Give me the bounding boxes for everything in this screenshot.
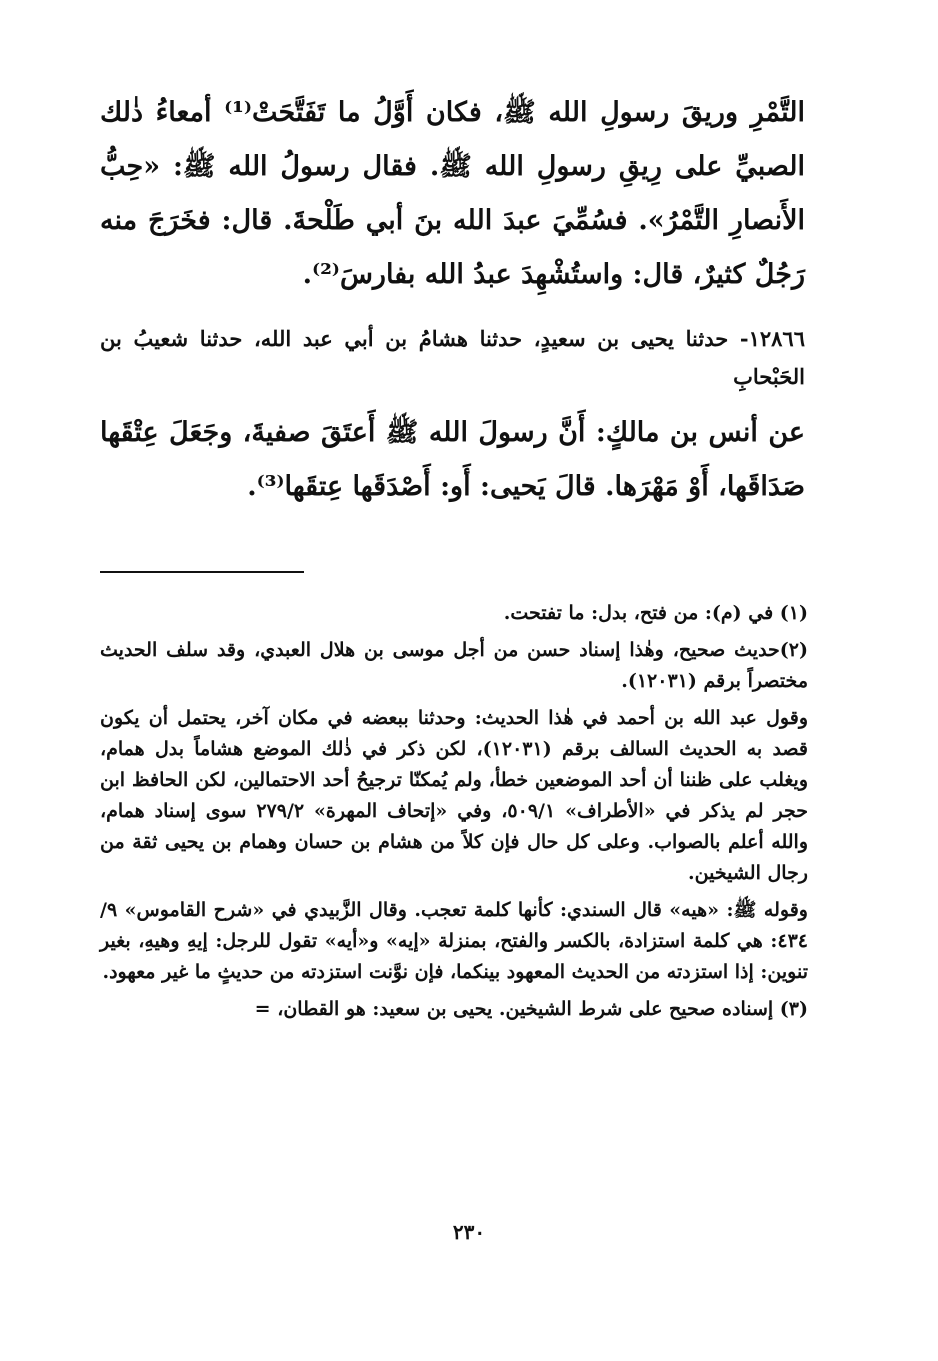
footnote-1: (١) في (م): من فتح، بدل: ما تفتحت. xyxy=(503,602,808,624)
footnote-3: (٣) إسناده صحيح على شرط الشيخين. يحيى بن سعيد: هو القطان، = xyxy=(254,998,808,1020)
main-text xyxy=(100,86,805,302)
footnote-2-cont-a: وقول عبد الله بن أحمد في هٰذا الحديث: وحدثنا ببعضه في مكان آخر، يحتمل أن يكون قصد به الحديث السالف برقم (١٢٠٣١)، لكن ذكر في ذٰلك الموضع هشاماً بدل همام، ويغلب على ظننا أن أحد الموضعين خطأ، ولم يُمكنّا ترجيحُ أحد الاحتمالين، لكن الحافظ ابن حجر لم يذكر في «الأطراف» ٥٠٩/١، وفي «إتحاف المهرة» ٢٧٩/٢ سوى إسناد همام، والله أعلم بالصواب. وعلى كل حال فإن كلاً من هشام بن حسان وهمام بن يحيى ثقة من رجال الشيخين. xyxy=(100,707,809,884)
page-number: ٢٣٠ xyxy=(452,1220,486,1244)
main-paragraph: التَّمْرِ وريقَ رسولِ الله ﷺ، فكان أَوَّلُ ما تَفَتَّحَتْ⁽¹⁾ أمعاءُ ذٰلك الصبيِّ على رِيقِ رسولِ الله ﷺ. فقال رسولُ الله ﷺ: «حِبُّ الأَنصارِ التَّمْرُ». فسُمِّيَ عبدَ الله بنَ أبي طَلْحةَ. قال: فخَرَجَ منه رَجُلٌ كثيرٌ، قال: واستُشْهِدَ عبدُ الله بفارسَ⁽²⁾. xyxy=(100,97,805,290)
footnote-2-cont-b: وقوله ﷺ: «هيه» قال السندي: كأنها كلمة تعجب. وقال الزَّبيدي في «شرح القاموس» ٩/ ٤٣٤: هي كلمة استزادة، بالكسر والفتح، بمنزلة «إيه» و«أيه» تقول للرجل: إيهِ وهيهِ، بغير تنوين: إذا استزدته من الحديث المعهود بينكما، فإن نوَّنت استزدته من حديثٍ ما غير معهود. xyxy=(100,899,808,983)
main-text-block xyxy=(100,86,805,514)
hadith-body: عن أنس بن مالكٍ: أَنَّ رسولَ الله ﷺ أَعتَقَ صفيةَ، وجَعَلَ عِتْقَها صَدَاقَها، أَوْ مَهْرَها. قالَ يَحيى: أَو: أَصْدَقَها عِتقَها⁽³⁾. xyxy=(100,417,805,502)
footnotes xyxy=(100,598,808,1031)
footnote-separator xyxy=(100,571,304,573)
hadith-chain: ١٢٨٦٦- حدثنا يحيى بن سعيدٍ، حدثنا هشامُ بن أبي عبد الله، حدثنا شعيبُ بن الحَبْحابِ xyxy=(100,326,805,389)
footnote-2: (٢)حديث صحيح، وهٰذا إسناد حسن من أجل موسى بن هلال العبدي، وقد سلف الحديث مختصراً برقم (١٢٠٣١). xyxy=(100,639,808,692)
